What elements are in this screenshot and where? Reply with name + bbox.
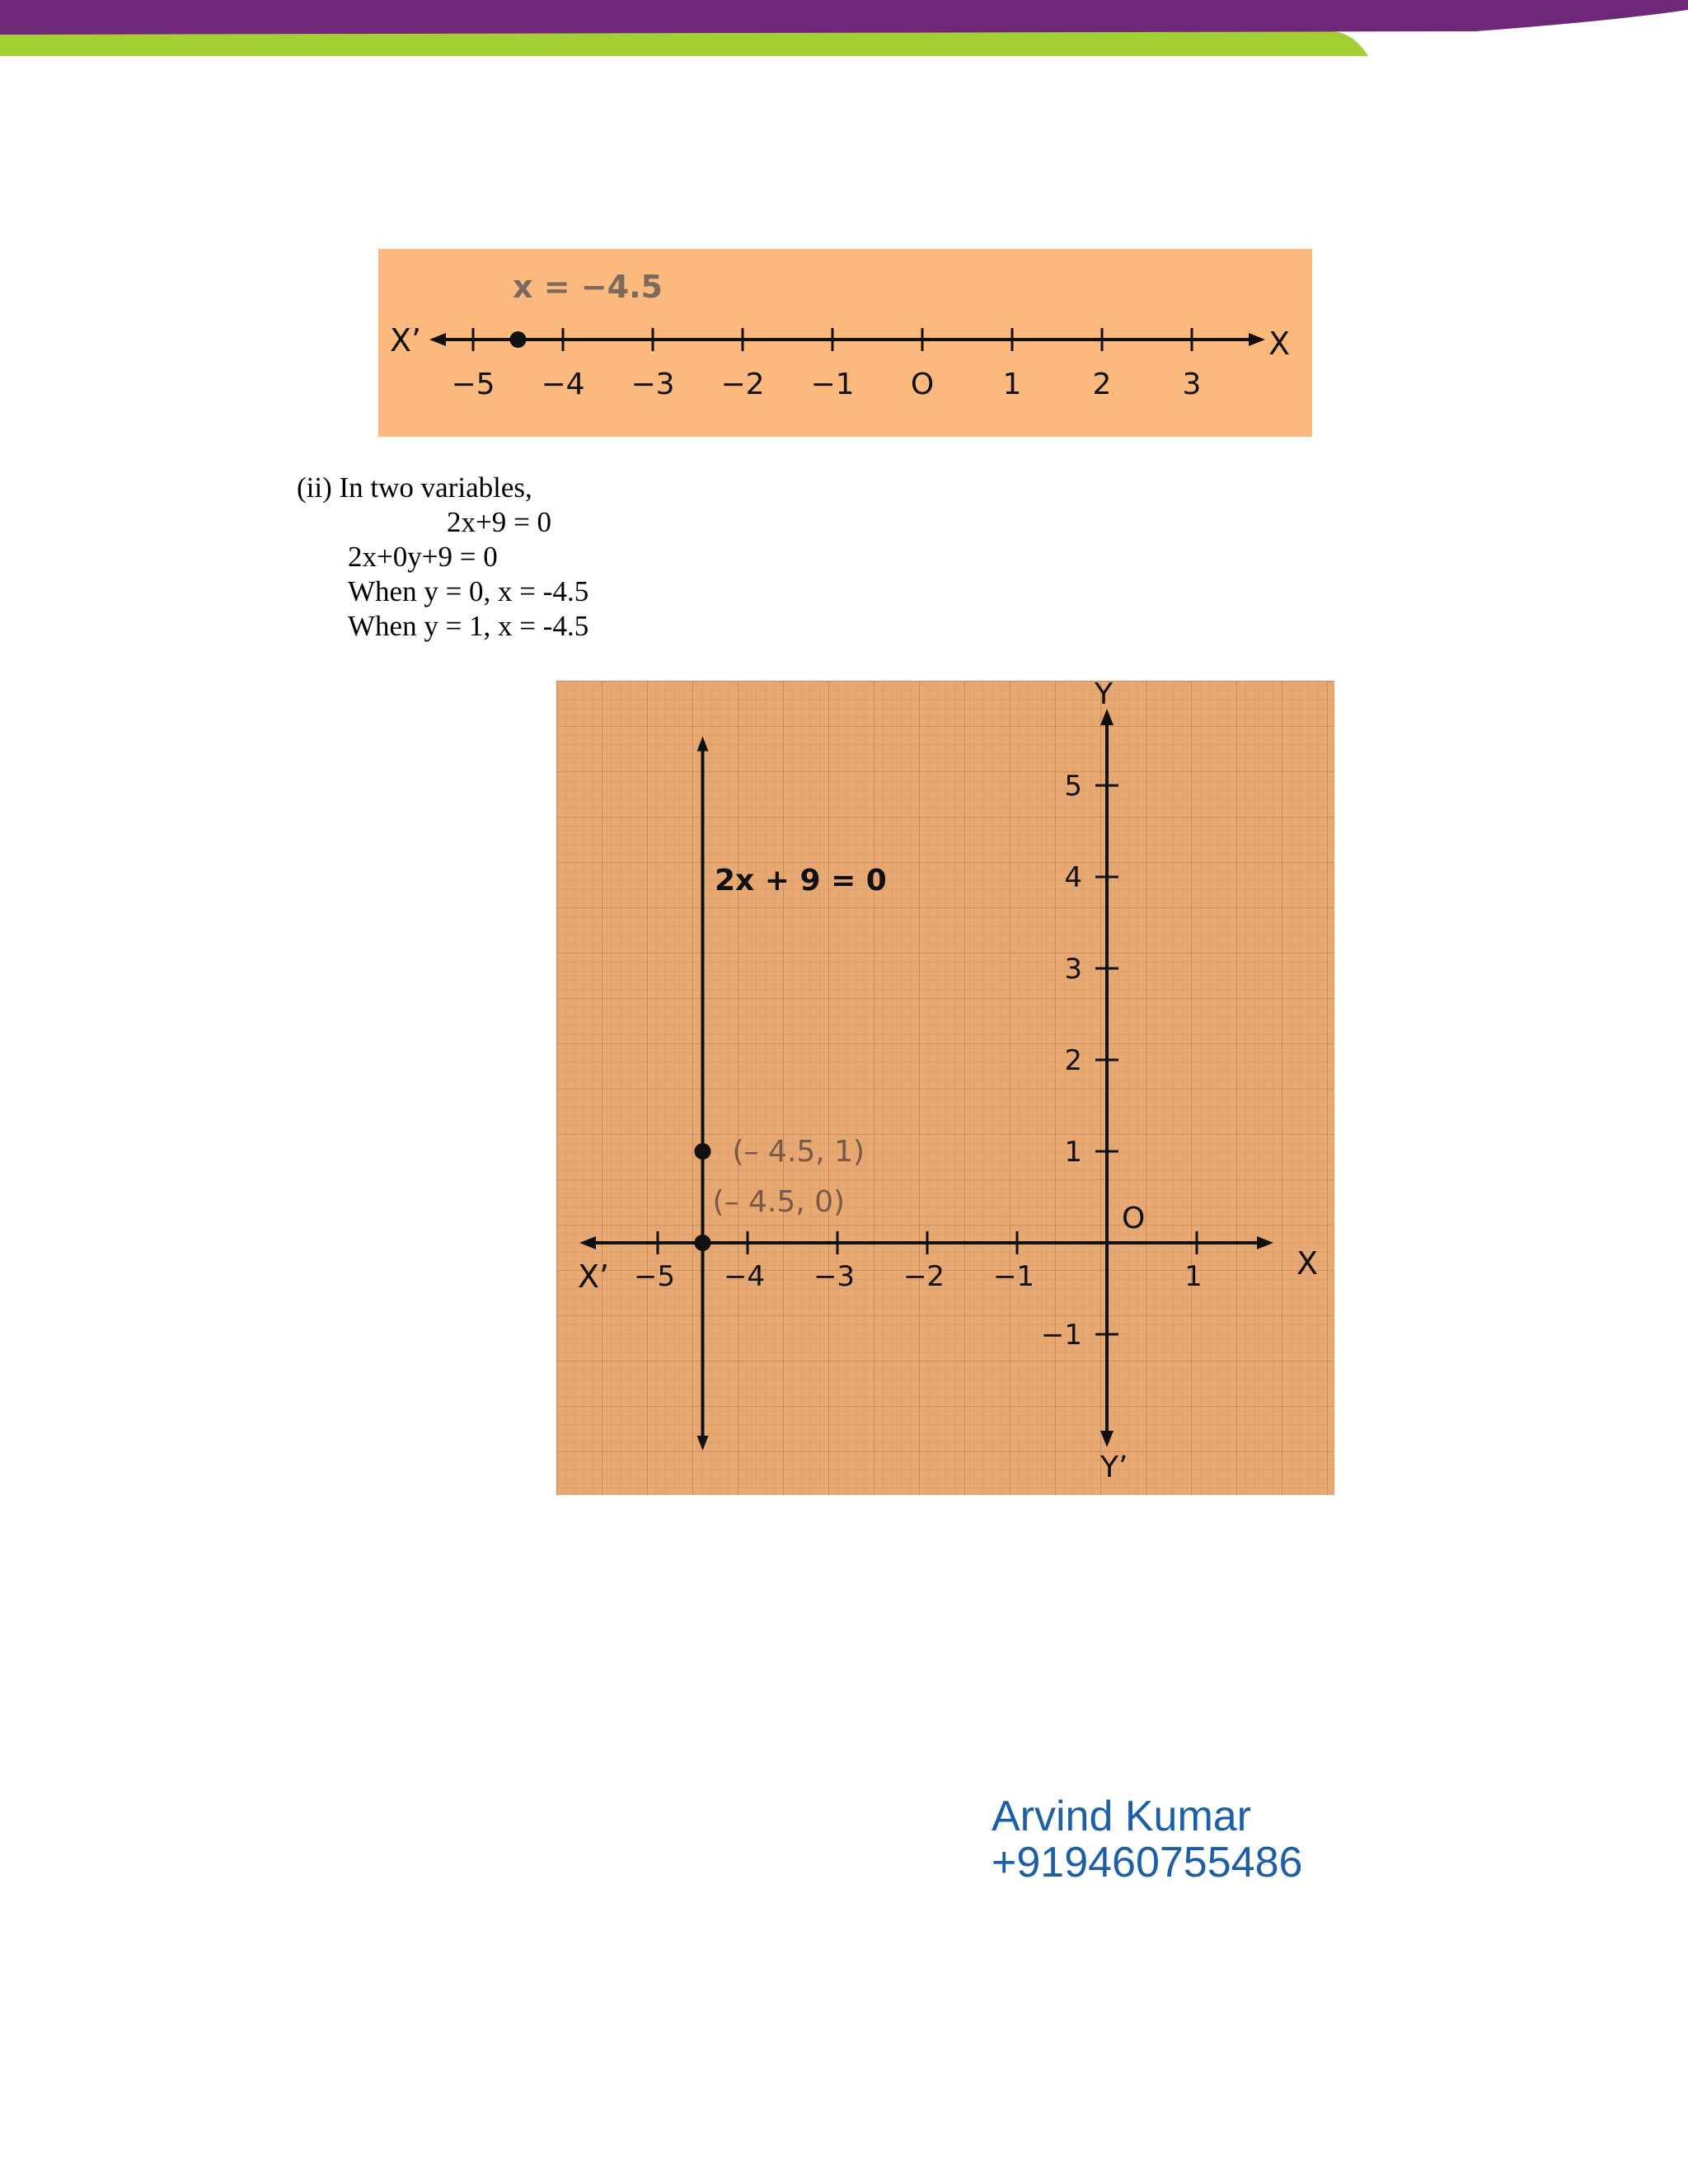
graph-grid <box>556 681 1334 1495</box>
graph-figure <box>556 681 1334 1495</box>
number-line-tick-label: −1 <box>810 368 855 401</box>
footer-contact <box>992 1793 1302 1886</box>
graph-y-tick-label: 1 <box>1064 1136 1082 1169</box>
number-line-tick-label: 1 <box>1002 368 1022 401</box>
number-line-tick-label: −4 <box>541 368 585 401</box>
workings-line-heading: (ii) In two variables, <box>297 471 532 504</box>
graph-y-tick-label: 5 <box>1064 770 1082 803</box>
header-green-stripe <box>0 31 1368 56</box>
number-line-point <box>510 331 527 348</box>
graph-x-tick-label: −5 <box>633 1260 676 1293</box>
graph-x-neg-label: X’ <box>578 1258 610 1295</box>
number-line-tick-label: −5 <box>451 368 495 401</box>
graph-x-tick-label: −3 <box>813 1260 856 1293</box>
graph-y-tick-label: 4 <box>1064 861 1082 894</box>
number-line-equation-label: x = −4.5 <box>513 269 663 305</box>
graph-x-tick-label: −1 <box>992 1260 1035 1293</box>
number-line-tick-label: −3 <box>631 368 675 401</box>
graph-y-tick-label: 2 <box>1064 1044 1082 1077</box>
number-line-right-label: X <box>1268 326 1291 362</box>
number-line-tick-label: 3 <box>1182 368 1202 401</box>
number-line-left-label: X’ <box>390 322 422 359</box>
graph-line-label: 2x + 9 = 0 <box>715 864 887 898</box>
footer-phone: +919460755486 <box>992 1839 1303 1886</box>
graph-point-label: (– 4.5, 1) <box>732 1135 865 1169</box>
number-line-tick-label: 2 <box>1092 368 1112 401</box>
workings-line-equation: 2x+9 = 0 <box>447 506 551 538</box>
workings-line-y1: When y = 1, x = -4.5 <box>348 610 589 642</box>
graph-y-label: Y <box>1095 681 1113 711</box>
header-purple-stripe <box>0 0 1688 35</box>
graph-point <box>695 1235 711 1251</box>
graph-x-tick-label: −2 <box>903 1260 945 1293</box>
header-band <box>0 0 1688 66</box>
graph-x-tick-label: −4 <box>723 1260 766 1293</box>
workings-line-two-variable: 2x+0y+9 = 0 <box>348 541 498 573</box>
graph-y-tick-label: −1 <box>1040 1319 1082 1352</box>
graph-point-label: (– 4.5, 0) <box>712 1185 846 1219</box>
workings-line-y0: When y = 0, x = -4.5 <box>348 575 589 607</box>
graph-y-tick-label: 3 <box>1064 953 1082 986</box>
number-line-tick-label: −2 <box>720 368 765 401</box>
graph-origin-label: O <box>1122 1202 1146 1235</box>
number-line-tick-label: O <box>910 368 935 401</box>
graph-x-label: X <box>1296 1245 1319 1282</box>
footer-name: Arvind Kumar <box>992 1793 1251 1840</box>
number-line-figure <box>378 249 1312 437</box>
graph-y-neg-label: Y’ <box>1100 1451 1128 1484</box>
graph-x-tick-label: 1 <box>1184 1260 1203 1293</box>
graph-point <box>695 1143 711 1160</box>
